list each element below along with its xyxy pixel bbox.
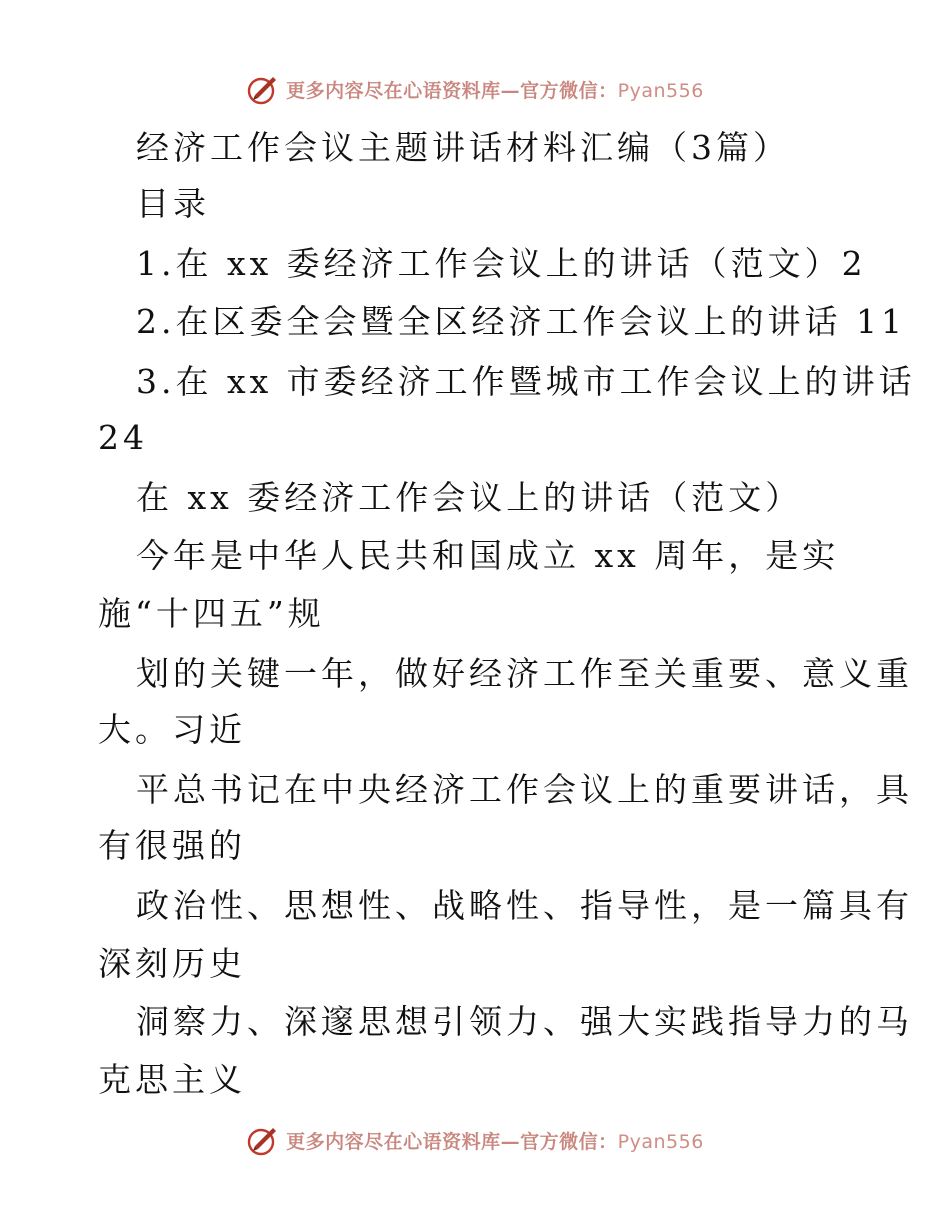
watermark-text: 更多内容尽在心语资料库—官方微信：Pyan556	[286, 79, 704, 102]
paragraph-line: 克思主义	[98, 1060, 246, 1099]
wechat-id: Pyan556	[617, 79, 704, 102]
watermark-group	[246, 72, 704, 106]
paragraph-line: 洞察力、深邃思想引领力、强大实践指导力的马	[136, 1002, 913, 1041]
paragraph-line: 划的关键一年，做好经济工作至关重要、意义重	[136, 654, 913, 693]
watermark-text: 更多内容尽在心语资料库—官方微信：Pyan556	[286, 1130, 704, 1153]
paragraph-line: 平总书记在中央经济工作会议上的重要讲话，具	[136, 770, 913, 809]
section-title: 在 xx 委经济工作会议上的讲话（范文）	[136, 478, 803, 517]
paragraph-line: 大。习近	[98, 710, 246, 749]
header-watermark	[0, 72, 950, 106]
quill-pen-logo-icon	[246, 72, 280, 106]
toc-item-2: 2.在区委全会暨全区经济工作会议上的讲话 11	[136, 302, 906, 341]
toc-item-3: 3.在 xx 市委经济工作暨城市工作会议上的讲话	[136, 362, 916, 401]
toc-heading: 目录	[136, 184, 210, 223]
paragraph-line: 施“十四五”规	[98, 594, 325, 633]
footer-watermark	[0, 1123, 950, 1157]
watermark-group	[246, 1123, 704, 1157]
document-title: 经济工作会议主题讲话材料汇编（3篇）	[136, 128, 790, 167]
paragraph-line: 政治性、思想性、战略性、指导性，是一篇具有	[136, 886, 913, 925]
paragraph-line: 深刻历史	[98, 944, 246, 983]
toc-item-1: 1.在 xx 委经济工作会议上的讲话（范文）2	[136, 244, 867, 283]
toc-item-3-page: 24	[98, 418, 148, 457]
paragraph-line: 有很强的	[98, 826, 246, 865]
paragraph-line: 今年是中华人民共和国成立 xx 周年，是实	[136, 536, 840, 575]
wechat-id: Pyan556	[617, 1130, 704, 1153]
quill-pen-logo-icon	[246, 1123, 280, 1157]
